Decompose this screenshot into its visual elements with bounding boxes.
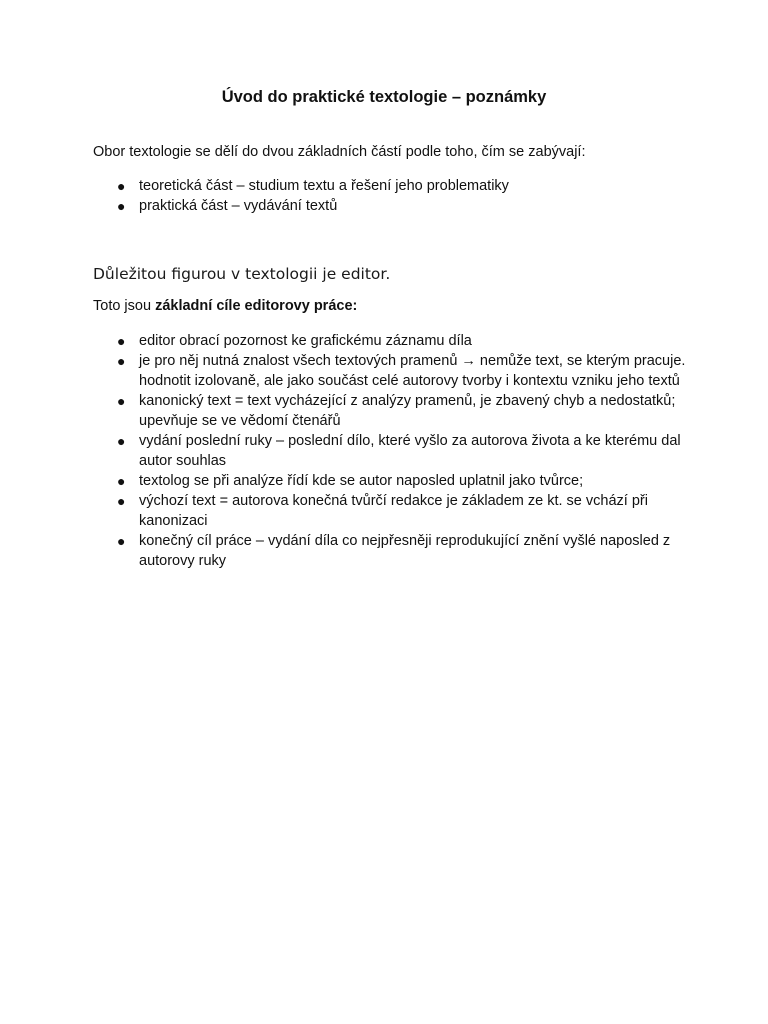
list-item-text: editor obrací pozornost ke grafickému záznamu díla bbox=[139, 333, 472, 349]
list-item-text: textolog se při analýze řídí kde se autor naposled uplatnil jako tvůrce; bbox=[139, 473, 584, 489]
list-item-text: konečný cíl práce – vydání díla co nejpřesněji reprodukující znění vyšlé naposled z autorovy ruky bbox=[139, 533, 671, 569]
list-item-text: vydání poslední ruky – poslední dílo, které vyšlo za autorova života a ke kterému dal autor souhlas bbox=[139, 433, 681, 469]
goals-list bbox=[93, 331, 693, 571]
parts-list bbox=[93, 176, 693, 216]
bullet-icon: ● bbox=[117, 393, 126, 409]
goals-intro bbox=[93, 296, 357, 316]
list-item-text: teoretická část – studium textu a řešení jeho problematiky bbox=[139, 178, 509, 194]
list-item bbox=[93, 331, 693, 351]
list-item-text: praktická část – vydávání textů bbox=[139, 198, 338, 214]
list-item bbox=[93, 531, 693, 571]
bullet-icon: ● bbox=[117, 198, 126, 214]
list-item bbox=[93, 431, 693, 471]
goals-prefix: Toto jsou bbox=[93, 298, 156, 314]
list-item bbox=[93, 471, 693, 491]
intro-paragraph: Obor textologie se dělí do dvou základních částí podle toho, čím se zabývají: bbox=[93, 144, 586, 160]
goals-bold-label: základní cíle editorovy práce: bbox=[155, 298, 358, 314]
bullet-icon: ● bbox=[117, 333, 126, 349]
list-item bbox=[93, 196, 693, 216]
list-item bbox=[93, 491, 693, 531]
bullet-icon: ● bbox=[117, 353, 126, 369]
list-item bbox=[93, 391, 693, 431]
bullet-icon: ● bbox=[117, 178, 126, 194]
section-heading: Důležitou figurou v textologii je editor. bbox=[93, 265, 391, 283]
list-item bbox=[93, 176, 693, 196]
document-title: Úvod do praktické textologie – poznámky bbox=[221, 88, 547, 106]
list-item-text: je pro něj nutná znalost všech textových pramenů → nemůže text, se kterým pracuje. hodnotit izolovaně, ale jako součást celé autorovy tvorby i kontextu vzniku jeho textů bbox=[139, 353, 686, 389]
list-item-text: kanonický text = text vycházející z analýzy pramenů, je zbavený chyb a nedostatků; upevňuje se ve vědomí čtenářů bbox=[139, 393, 676, 429]
bullet-icon: ● bbox=[117, 493, 126, 509]
list-item-text: výchozí text = autorova konečná tvůrčí redakce je základem ze kt. se vchází při kanonizaci bbox=[139, 493, 648, 529]
bullet-icon: ● bbox=[117, 473, 126, 489]
bullet-icon: ● bbox=[117, 433, 126, 449]
list-item bbox=[93, 351, 693, 391]
bullet-icon: ● bbox=[117, 533, 126, 549]
